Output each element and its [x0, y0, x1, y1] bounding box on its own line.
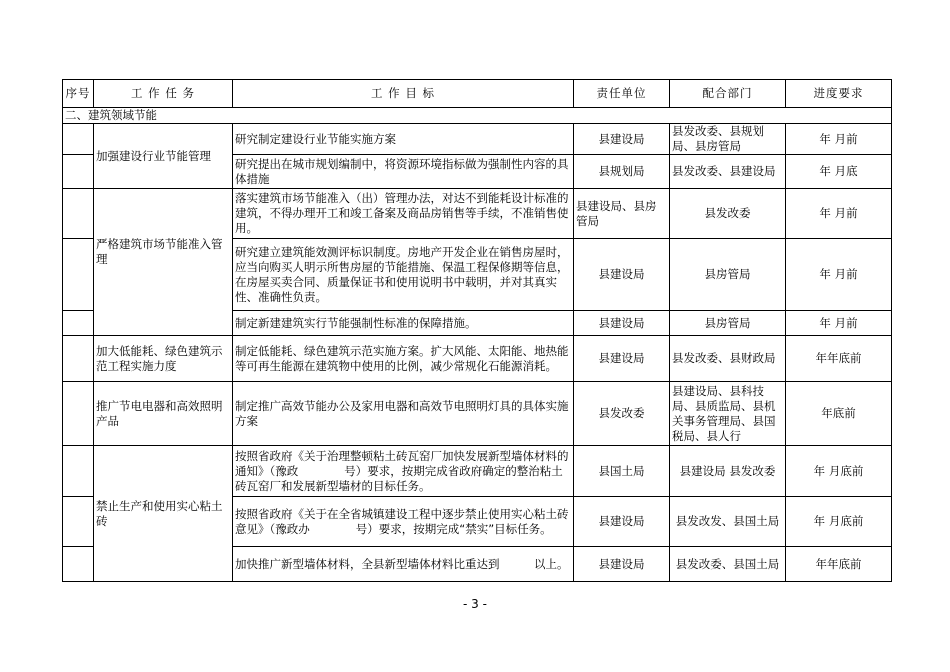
goal-cell: 按照省政府《关于在全省城镇建设工程中逐步禁止使用实心粘土砖意见》（豫政办 号）要求，按期完成“禁实”目标任务。 [233, 497, 574, 547]
row-number-cell [63, 239, 94, 311]
table-row [63, 336, 892, 382]
row-number-cell [63, 547, 94, 582]
header-progress: 进度要求 [786, 80, 892, 108]
resp-cell: 县国土局 [574, 446, 670, 497]
progress-cell: 年底前 [786, 382, 892, 446]
goal-cell: 按照省政府《关于治理整顿粘土砖瓦窑厂加快发展新型墙体材料的通知》（豫政 号）要求，按期完成省政府确定的整治粘土砖瓦窑厂和发展新型墙材的目标任务。 [233, 446, 574, 497]
header-resp: 责任单位 [574, 80, 670, 108]
header-coop: 配合部门 [670, 80, 786, 108]
resp-cell: 县建设局 [574, 547, 670, 582]
coop-cell: 县房管局 [670, 311, 786, 336]
task-table [62, 79, 892, 582]
resp-cell: 县建设局 [574, 311, 670, 336]
table-row [63, 446, 892, 497]
table-row [63, 124, 892, 155]
progress-cell: 年 月底前 [786, 446, 892, 497]
goal-cell: 制定新建建筑实行节能强制性标准的保障措施。 [233, 311, 574, 336]
header-no: 序号 [63, 80, 94, 108]
goal-cell: 研究制定建设行业节能实施方案 [233, 124, 574, 155]
progress-cell: 年 月前 [786, 311, 892, 336]
resp-cell: 县建设局 [574, 239, 670, 311]
header-row [63, 80, 892, 108]
coop-cell: 县房管局 [670, 239, 786, 311]
resp-cell: 县发改委 [574, 382, 670, 446]
goal-cell: 研究建立建筑能效测评标识制度。房地产开发企业在销售房屋时，应当向购买人明示所售房屋的节能措施、保温工程保修期等信息，在房屋买卖合同、质量保证书和使用说明书中载明，并对其真实性、准确性负责。 [233, 239, 574, 311]
goal-cell: 制定推广高效节能办公及家用电器和高效节电照明灯具的具体实施方案 [233, 382, 574, 446]
progress-cell: 年 月前 [786, 239, 892, 311]
progress-cell: 年年底前 [786, 336, 892, 382]
goal-cell: 加快推广新型墙体材料，全县新型墙体材料比重达到 以上。 [233, 547, 574, 582]
row-number-cell [63, 155, 94, 189]
section-title: 二、建筑领域节能 [63, 108, 892, 124]
task-cell: 加大低能耗、绿色建筑示范工程实施力度 [94, 336, 233, 382]
task-cell: 加强建设行业节能管理 [94, 124, 233, 189]
progress-cell: 年 月底前 [786, 497, 892, 547]
row-number-cell [63, 382, 94, 446]
coop-cell: 县发改委、县国土局 [670, 547, 786, 582]
task-cell: 严格建筑市场节能准入管理 [94, 189, 233, 336]
coop-cell: 县发改委、县建设局 [670, 155, 786, 189]
resp-cell: 县规划局 [574, 155, 670, 189]
coop-cell: 县建设局、县科技局、县质监局、县机关事务管理局、县国税局、县人行 [670, 382, 786, 446]
resp-cell: 县建设局 [574, 336, 670, 382]
progress-cell: 年 月底 [786, 155, 892, 189]
task-cell: 推广节电电器和高效照明产品 [94, 382, 233, 446]
coop-cell: 县发改委、县财政局 [670, 336, 786, 382]
resp-cell: 县建设局 [574, 497, 670, 547]
coop-cell: 县发改发、县国土局 [670, 497, 786, 547]
progress-cell: 年 月前 [786, 189, 892, 239]
progress-cell: 年年底前 [786, 547, 892, 582]
header-goal: 工 作 目 标 [233, 80, 574, 108]
coop-cell: 县发改委 [670, 189, 786, 239]
page-number: - 3 - [463, 597, 487, 611]
coop-cell: 县建设局 县发改委 [670, 446, 786, 497]
progress-cell: 年 月前 [786, 124, 892, 155]
row-number-cell [63, 497, 94, 547]
row-number-cell [63, 311, 94, 336]
row-number-cell [63, 446, 94, 497]
row-number-cell [63, 189, 94, 239]
goal-cell: 落实建筑市场节能准入（出）管理办法，对达不到能耗设计标准的建筑，不得办理开工和竣工备案及商品房销售等手续，不准销售使用。 [233, 189, 574, 239]
task-cell: 禁止生产和使用实心粘土砖 [94, 446, 233, 582]
resp-cell: 县建设局 [574, 124, 670, 155]
goal-cell: 制定低能耗、绿色建筑示范实施方案。扩大风能、太阳能、地热能等可再生能源在建筑物中使用的比例，减少常规化石能源消耗。 [233, 336, 574, 382]
coop-cell: 县发改委、县规划局、县房管局 [670, 124, 786, 155]
section-row [63, 108, 892, 124]
table-row [63, 382, 892, 446]
resp-cell: 县建设局、县房管局 [574, 189, 670, 239]
goal-cell: 研究提出在城市规划编制中，将资源环境指标做为强制性内容的具体措施 [233, 155, 574, 189]
header-task: 工 作 任 务 [94, 80, 233, 108]
row-number-cell [63, 124, 94, 155]
row-number-cell [63, 336, 94, 382]
table-row [63, 189, 892, 239]
